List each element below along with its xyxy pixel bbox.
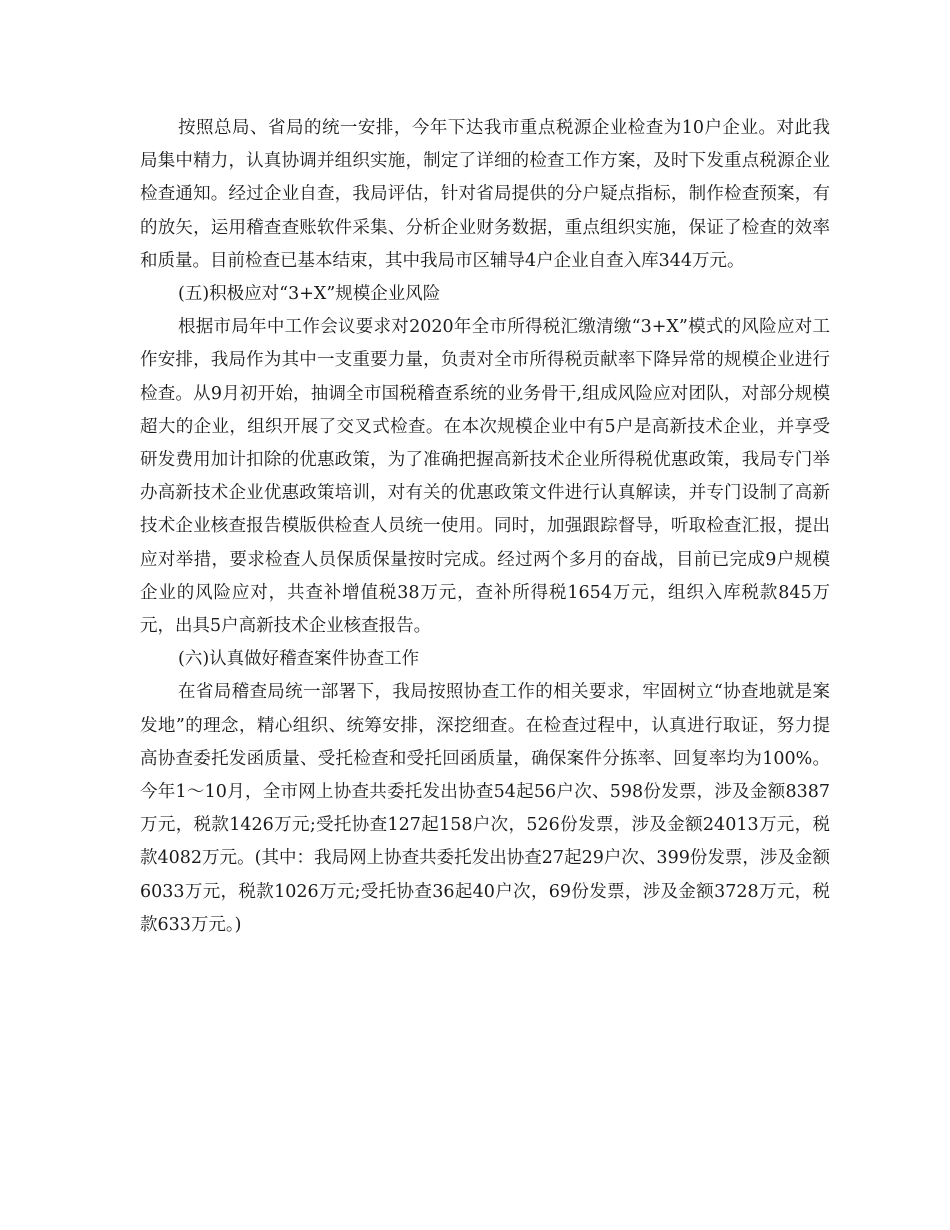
- section-heading-5: (五)积极应对“3+X”规模企业风险: [178, 284, 441, 305]
- section-heading-6: (六)认真做好稽查案件协查工作: [178, 649, 420, 670]
- document-body: [140, 112, 830, 942]
- paragraph-case-assistance: 在省局稽查局统一部署下，我局按照协查工作的相关要求，牢固树立“协查地就是案发地”的理念，精心组织、统筹安排，深挖细查。在检查过程中，认真进行取证，努力提高协查委托发函质量、受托检查和受托回函质量，确保案件分拣率、回复率均为100%。今年1～10月，全市网上协查共委托发出协查54起56户次、598份发票，涉及金额8387万元，税款1426万元;受托协查127起158户次，526份发票，涉及金额24013万元，税款4082万元。(其中：我局网上协查共委托发出协查27起29户次、399份发票，涉及金额6033万元，税款1026万元;受托协查36起40户次，69份发票，涉及金额3728万元，税款633万元。): [140, 682, 830, 935]
- paragraph-large-enterprise-risk: 根据市局年中工作会议要求对2020年全市所得税汇缴清缴“3+X”模式的风险应对工作安排，我局作为其中一支重要力量，负责对全市所得税贡献率下降异常的规模企业进行检查。从9月初开始，抽调全市国税稽查系统的业务骨干,组成风险应对团队，对部分规模超大的企业，组织开展了交叉式检查。在本次规模企业中有5户是高新技术企业，并享受研发费用加计扣除的优惠政策，为了准确把握高新技术企业所得税优惠政策，我局专门举办高新技术企业优惠政策培训，对有关的优惠政策文件进行认真解读，并专门设制了高新技术企业核查报告模版供检查人员统一使用。同时，加强跟踪督导，听取检查汇报，提出应对举措，要求检查人员保质保量按时完成。经过两个多月的奋战，目前已完成9户规模企业的风险应对，共查补增值税38万元，查补所得税1654万元，组织入库税款845万元，出具5户高新技术企业核查报告。: [140, 317, 830, 637]
- paragraph-key-tax-inspection: 按照总局、省局的统一安排，今年下达我市重点税源企业检查为10户企业。对此我局集中精力，认真协调并组织实施，制定了详细的检查工作方案，及时下发重点税源企业检查通知。经过企业自查，我局评估，针对省局提供的分户疑点指标，制作检查预案，有的放矢，运用稽查查账软件采集、分析企业财务数据，重点组织实施，保证了检查的效率和质量。目前检查已基本结束，其中我局市区辅导4户企业自查入库344万元。: [140, 118, 830, 271]
